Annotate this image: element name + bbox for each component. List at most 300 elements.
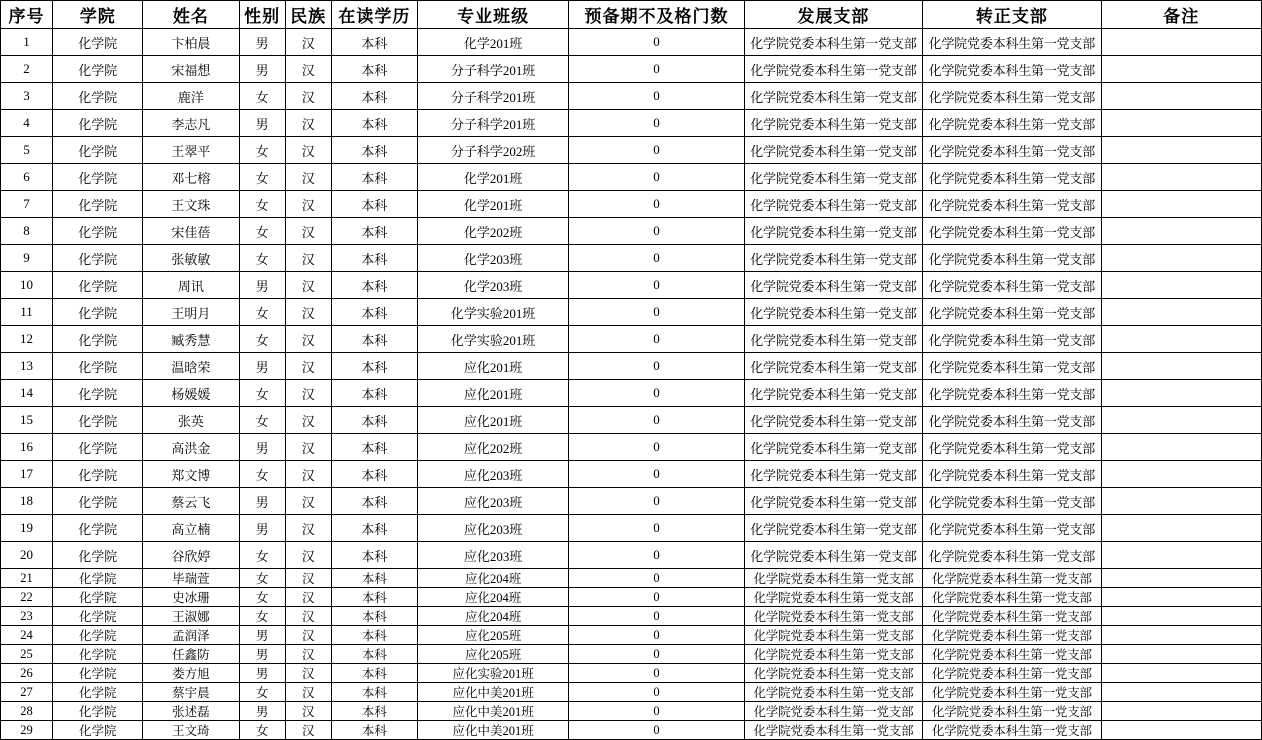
cell-remark <box>1101 515 1261 542</box>
cell-gender: 女 <box>239 461 285 488</box>
cell-failed-courses: 0 <box>569 515 744 542</box>
cell-college: 化学院 <box>53 407 143 434</box>
cell-gender: 女 <box>239 683 285 702</box>
cell-name: 臧秀慧 <box>143 326 239 353</box>
cell-conv-branch: 化学院党委本科生第一党支部 <box>923 407 1101 434</box>
cell-conv-branch: 化学院党委本科生第一党支部 <box>923 56 1101 83</box>
cell-index: 11 <box>1 299 53 326</box>
cell-index: 4 <box>1 110 53 137</box>
column-header-class: 专业班级 <box>417 1 568 29</box>
cell-class: 化学203班 <box>417 245 568 272</box>
cell-gender: 女 <box>239 326 285 353</box>
table-row <box>1 461 1262 488</box>
cell-remark <box>1101 299 1261 326</box>
cell-name: 宋福想 <box>143 56 239 83</box>
cell-education: 本科 <box>331 29 417 56</box>
cell-index: 29 <box>1 721 53 740</box>
cell-name: 王翠平 <box>143 137 239 164</box>
cell-failed-courses: 0 <box>569 191 744 218</box>
cell-ethnicity: 汉 <box>285 218 331 245</box>
column-header-failed-courses: 预备期不及格门数 <box>569 1 744 29</box>
cell-ethnicity: 汉 <box>285 515 331 542</box>
cell-conv-branch: 化学院党委本科生第一党支部 <box>923 110 1101 137</box>
cell-conv-branch: 化学院党委本科生第一党支部 <box>923 488 1101 515</box>
cell-conv-branch: 化学院党委本科生第一党支部 <box>923 721 1101 740</box>
cell-education: 本科 <box>331 272 417 299</box>
cell-remark <box>1101 191 1261 218</box>
cell-education: 本科 <box>331 488 417 515</box>
cell-index: 10 <box>1 272 53 299</box>
cell-remark <box>1101 434 1261 461</box>
cell-education: 本科 <box>331 664 417 683</box>
cell-name: 宋佳蓓 <box>143 218 239 245</box>
cell-ethnicity: 汉 <box>285 272 331 299</box>
cell-conv-branch: 化学院党委本科生第一党支部 <box>923 588 1101 607</box>
cell-ethnicity: 汉 <box>285 683 331 702</box>
cell-class: 应化中美201班 <box>417 721 568 740</box>
cell-dev-branch: 化学院党委本科生第一党支部 <box>744 588 922 607</box>
cell-education: 本科 <box>331 380 417 407</box>
cell-college: 化学院 <box>53 434 143 461</box>
table-row <box>1 515 1262 542</box>
cell-remark <box>1101 702 1261 721</box>
cell-gender: 女 <box>239 218 285 245</box>
cell-education: 本科 <box>331 542 417 569</box>
cell-ethnicity: 汉 <box>285 569 331 588</box>
cell-education: 本科 <box>331 299 417 326</box>
cell-conv-branch: 化学院党委本科生第一党支部 <box>923 683 1101 702</box>
cell-remark <box>1101 607 1261 626</box>
cell-remark <box>1101 110 1261 137</box>
cell-college: 化学院 <box>53 56 143 83</box>
cell-failed-courses: 0 <box>569 588 744 607</box>
cell-college: 化学院 <box>53 607 143 626</box>
cell-name: 高立楠 <box>143 515 239 542</box>
cell-college: 化学院 <box>53 137 143 164</box>
cell-college: 化学院 <box>53 110 143 137</box>
cell-remark <box>1101 56 1261 83</box>
cell-conv-branch: 化学院党委本科生第一党支部 <box>923 380 1101 407</box>
cell-failed-courses: 0 <box>569 56 744 83</box>
table-body <box>1 29 1262 740</box>
table-row <box>1 607 1262 626</box>
cell-college: 化学院 <box>53 326 143 353</box>
cell-education: 本科 <box>331 434 417 461</box>
cell-failed-courses: 0 <box>569 683 744 702</box>
cell-index: 21 <box>1 569 53 588</box>
cell-ethnicity: 汉 <box>285 29 331 56</box>
cell-remark <box>1101 29 1261 56</box>
cell-conv-branch: 化学院党委本科生第一党支部 <box>923 461 1101 488</box>
cell-class: 应化203班 <box>417 515 568 542</box>
cell-class: 应化204班 <box>417 569 568 588</box>
cell-class: 应化中美201班 <box>417 683 568 702</box>
cell-remark <box>1101 218 1261 245</box>
table-row <box>1 326 1262 353</box>
cell-education: 本科 <box>331 721 417 740</box>
cell-gender: 女 <box>239 607 285 626</box>
cell-gender: 女 <box>239 542 285 569</box>
cell-failed-courses: 0 <box>569 83 744 110</box>
cell-index: 3 <box>1 83 53 110</box>
cell-dev-branch: 化学院党委本科生第一党支部 <box>744 607 922 626</box>
cell-gender: 女 <box>239 83 285 110</box>
table-row <box>1 164 1262 191</box>
cell-index: 19 <box>1 515 53 542</box>
table-row <box>1 29 1262 56</box>
cell-name: 邓七榕 <box>143 164 239 191</box>
cell-gender: 男 <box>239 515 285 542</box>
cell-failed-courses: 0 <box>569 645 744 664</box>
cell-index: 6 <box>1 164 53 191</box>
cell-remark <box>1101 83 1261 110</box>
cell-dev-branch: 化学院党委本科生第一党支部 <box>744 164 922 191</box>
cell-index: 16 <box>1 434 53 461</box>
cell-index: 12 <box>1 326 53 353</box>
cell-class: 应化201班 <box>417 380 568 407</box>
cell-dev-branch: 化学院党委本科生第一党支部 <box>744 434 922 461</box>
cell-name: 高洪金 <box>143 434 239 461</box>
cell-gender: 女 <box>239 588 285 607</box>
cell-index: 14 <box>1 380 53 407</box>
cell-education: 本科 <box>331 407 417 434</box>
cell-ethnicity: 汉 <box>285 645 331 664</box>
cell-failed-courses: 0 <box>569 218 744 245</box>
cell-remark <box>1101 137 1261 164</box>
cell-remark <box>1101 626 1261 645</box>
cell-class: 应化205班 <box>417 626 568 645</box>
cell-name: 周讯 <box>143 272 239 299</box>
cell-conv-branch: 化学院党委本科生第一党支部 <box>923 434 1101 461</box>
cell-name: 张敏敏 <box>143 245 239 272</box>
cell-education: 本科 <box>331 702 417 721</box>
cell-index: 18 <box>1 488 53 515</box>
cell-class: 化学实验201班 <box>417 326 568 353</box>
cell-college: 化学院 <box>53 299 143 326</box>
cell-college: 化学院 <box>53 488 143 515</box>
cell-name: 蔡云飞 <box>143 488 239 515</box>
cell-college: 化学院 <box>53 645 143 664</box>
cell-index: 22 <box>1 588 53 607</box>
cell-remark <box>1101 272 1261 299</box>
cell-college: 化学院 <box>53 272 143 299</box>
cell-name: 娄方旭 <box>143 664 239 683</box>
cell-failed-courses: 0 <box>569 29 744 56</box>
cell-ethnicity: 汉 <box>285 664 331 683</box>
cell-gender: 男 <box>239 110 285 137</box>
cell-education: 本科 <box>331 137 417 164</box>
column-header-name: 姓名 <box>143 1 239 29</box>
table-row <box>1 191 1262 218</box>
cell-gender: 男 <box>239 702 285 721</box>
cell-failed-courses: 0 <box>569 664 744 683</box>
table-row <box>1 137 1262 164</box>
cell-conv-branch: 化学院党委本科生第一党支部 <box>923 191 1101 218</box>
cell-ethnicity: 汉 <box>285 164 331 191</box>
cell-remark <box>1101 542 1261 569</box>
cell-college: 化学院 <box>53 461 143 488</box>
cell-index: 2 <box>1 56 53 83</box>
table-row <box>1 56 1262 83</box>
cell-ethnicity: 汉 <box>285 245 331 272</box>
cell-failed-courses: 0 <box>569 353 744 380</box>
cell-college: 化学院 <box>53 83 143 110</box>
cell-name: 杨媛媛 <box>143 380 239 407</box>
cell-remark <box>1101 721 1261 740</box>
table-header <box>1 1 1262 29</box>
cell-failed-courses: 0 <box>569 164 744 191</box>
cell-gender: 女 <box>239 380 285 407</box>
cell-failed-courses: 0 <box>569 407 744 434</box>
cell-class: 应化201班 <box>417 407 568 434</box>
cell-dev-branch: 化学院党委本科生第一党支部 <box>744 569 922 588</box>
column-header-conv-branch: 转正支部 <box>923 1 1101 29</box>
cell-class: 应化实验201班 <box>417 664 568 683</box>
cell-dev-branch: 化学院党委本科生第一党支部 <box>744 110 922 137</box>
cell-failed-courses: 0 <box>569 488 744 515</box>
cell-class: 应化204班 <box>417 588 568 607</box>
cell-conv-branch: 化学院党委本科生第一党支部 <box>923 29 1101 56</box>
cell-remark <box>1101 683 1261 702</box>
cell-index: 25 <box>1 645 53 664</box>
cell-conv-branch: 化学院党委本科生第一党支部 <box>923 607 1101 626</box>
cell-college: 化学院 <box>53 542 143 569</box>
cell-gender: 女 <box>239 245 285 272</box>
cell-gender: 女 <box>239 164 285 191</box>
cell-gender: 女 <box>239 299 285 326</box>
column-header-ethnicity: 民族 <box>285 1 331 29</box>
cell-dev-branch: 化学院党委本科生第一党支部 <box>744 245 922 272</box>
cell-remark <box>1101 664 1261 683</box>
cell-name: 蔡宇晨 <box>143 683 239 702</box>
table-row <box>1 702 1262 721</box>
cell-remark <box>1101 645 1261 664</box>
cell-name: 张英 <box>143 407 239 434</box>
cell-index: 20 <box>1 542 53 569</box>
table-row <box>1 245 1262 272</box>
cell-ethnicity: 汉 <box>285 542 331 569</box>
cell-index: 13 <box>1 353 53 380</box>
cell-conv-branch: 化学院党委本科生第一党支部 <box>923 542 1101 569</box>
cell-ethnicity: 汉 <box>285 83 331 110</box>
cell-college: 化学院 <box>53 191 143 218</box>
cell-education: 本科 <box>331 353 417 380</box>
table-row <box>1 645 1262 664</box>
cell-name: 王淑娜 <box>143 607 239 626</box>
table-row <box>1 353 1262 380</box>
cell-ethnicity: 汉 <box>285 721 331 740</box>
cell-class: 应化202班 <box>417 434 568 461</box>
cell-class: 分子科学202班 <box>417 137 568 164</box>
cell-ethnicity: 汉 <box>285 461 331 488</box>
cell-name: 李志凡 <box>143 110 239 137</box>
cell-failed-courses: 0 <box>569 110 744 137</box>
cell-dev-branch: 化学院党委本科生第一党支部 <box>744 56 922 83</box>
cell-gender: 男 <box>239 626 285 645</box>
cell-dev-branch: 化学院党委本科生第一党支部 <box>744 380 922 407</box>
column-header-dev-branch: 发展支部 <box>744 1 922 29</box>
cell-dev-branch: 化学院党委本科生第一党支部 <box>744 191 922 218</box>
cell-ethnicity: 汉 <box>285 607 331 626</box>
cell-conv-branch: 化学院党委本科生第一党支部 <box>923 515 1101 542</box>
column-header-gender: 性别 <box>239 1 285 29</box>
column-header-remark: 备注 <box>1101 1 1261 29</box>
table-row <box>1 588 1262 607</box>
cell-conv-branch: 化学院党委本科生第一党支部 <box>923 353 1101 380</box>
cell-class: 应化201班 <box>417 353 568 380</box>
cell-index: 26 <box>1 664 53 683</box>
cell-name: 毕瑞萱 <box>143 569 239 588</box>
cell-failed-courses: 0 <box>569 626 744 645</box>
cell-dev-branch: 化学院党委本科生第一党支部 <box>744 664 922 683</box>
cell-remark <box>1101 588 1261 607</box>
cell-class: 应化205班 <box>417 645 568 664</box>
cell-gender: 女 <box>239 721 285 740</box>
cell-name: 孟润泽 <box>143 626 239 645</box>
cell-dev-branch: 化学院党委本科生第一党支部 <box>744 645 922 664</box>
cell-education: 本科 <box>331 607 417 626</box>
cell-class: 应化204班 <box>417 607 568 626</box>
cell-index: 17 <box>1 461 53 488</box>
cell-index: 23 <box>1 607 53 626</box>
cell-college: 化学院 <box>53 626 143 645</box>
cell-education: 本科 <box>331 56 417 83</box>
cell-name: 史冰珊 <box>143 588 239 607</box>
cell-class: 应化203班 <box>417 461 568 488</box>
cell-conv-branch: 化学院党委本科生第一党支部 <box>923 326 1101 353</box>
cell-ethnicity: 汉 <box>285 191 331 218</box>
cell-education: 本科 <box>331 569 417 588</box>
cell-conv-branch: 化学院党委本科生第一党支部 <box>923 626 1101 645</box>
cell-index: 15 <box>1 407 53 434</box>
cell-college: 化学院 <box>53 164 143 191</box>
cell-dev-branch: 化学院党委本科生第一党支部 <box>744 515 922 542</box>
cell-dev-branch: 化学院党委本科生第一党支部 <box>744 29 922 56</box>
cell-dev-branch: 化学院党委本科生第一党支部 <box>744 407 922 434</box>
cell-name: 卞柏晨 <box>143 29 239 56</box>
cell-class: 化学实验201班 <box>417 299 568 326</box>
table-row <box>1 299 1262 326</box>
table-row <box>1 626 1262 645</box>
cell-name: 温晗荣 <box>143 353 239 380</box>
cell-gender: 女 <box>239 191 285 218</box>
cell-gender: 女 <box>239 407 285 434</box>
cell-index: 27 <box>1 683 53 702</box>
cell-remark <box>1101 461 1261 488</box>
cell-education: 本科 <box>331 164 417 191</box>
cell-conv-branch: 化学院党委本科生第一党支部 <box>923 702 1101 721</box>
cell-gender: 男 <box>239 645 285 664</box>
cell-failed-courses: 0 <box>569 326 744 353</box>
cell-failed-courses: 0 <box>569 245 744 272</box>
cell-college: 化学院 <box>53 245 143 272</box>
cell-education: 本科 <box>331 515 417 542</box>
cell-college: 化学院 <box>53 588 143 607</box>
cell-class: 化学201班 <box>417 164 568 191</box>
cell-ethnicity: 汉 <box>285 434 331 461</box>
cell-dev-branch: 化学院党委本科生第一党支部 <box>744 353 922 380</box>
cell-dev-branch: 化学院党委本科生第一党支部 <box>744 721 922 740</box>
cell-dev-branch: 化学院党委本科生第一党支部 <box>744 542 922 569</box>
table-row <box>1 218 1262 245</box>
cell-failed-courses: 0 <box>569 434 744 461</box>
cell-gender: 女 <box>239 569 285 588</box>
cell-class: 化学203班 <box>417 272 568 299</box>
cell-education: 本科 <box>331 245 417 272</box>
table-row <box>1 664 1262 683</box>
cell-name: 鹿洋 <box>143 83 239 110</box>
cell-education: 本科 <box>331 461 417 488</box>
cell-name: 张述磊 <box>143 702 239 721</box>
cell-class: 化学201班 <box>417 29 568 56</box>
table-row <box>1 110 1262 137</box>
cell-class: 分子科学201班 <box>417 110 568 137</box>
cell-remark <box>1101 488 1261 515</box>
column-header-education: 在读学历 <box>331 1 417 29</box>
cell-dev-branch: 化学院党委本科生第一党支部 <box>744 683 922 702</box>
cell-index: 8 <box>1 218 53 245</box>
cell-index: 24 <box>1 626 53 645</box>
cell-index: 7 <box>1 191 53 218</box>
column-header-college: 学院 <box>53 1 143 29</box>
cell-failed-courses: 0 <box>569 272 744 299</box>
cell-name: 王明月 <box>143 299 239 326</box>
cell-index: 1 <box>1 29 53 56</box>
cell-remark <box>1101 164 1261 191</box>
cell-dev-branch: 化学院党委本科生第一党支部 <box>744 326 922 353</box>
cell-conv-branch: 化学院党委本科生第一党支部 <box>923 299 1101 326</box>
cell-ethnicity: 汉 <box>285 326 331 353</box>
table-row <box>1 721 1262 740</box>
cell-remark <box>1101 380 1261 407</box>
cell-class: 分子科学201班 <box>417 56 568 83</box>
cell-dev-branch: 化学院党委本科生第一党支部 <box>744 702 922 721</box>
cell-conv-branch: 化学院党委本科生第一党支部 <box>923 83 1101 110</box>
cell-conv-branch: 化学院党委本科生第一党支部 <box>923 664 1101 683</box>
cell-gender: 男 <box>239 434 285 461</box>
cell-name: 王文琦 <box>143 721 239 740</box>
cell-dev-branch: 化学院党委本科生第一党支部 <box>744 272 922 299</box>
table-row <box>1 569 1262 588</box>
cell-ethnicity: 汉 <box>285 407 331 434</box>
cell-ethnicity: 汉 <box>285 137 331 164</box>
table-row <box>1 488 1262 515</box>
cell-remark <box>1101 569 1261 588</box>
cell-failed-courses: 0 <box>569 299 744 326</box>
column-header-index: 序号 <box>1 1 53 29</box>
cell-name: 郑文博 <box>143 461 239 488</box>
cell-ethnicity: 汉 <box>285 353 331 380</box>
cell-remark <box>1101 407 1261 434</box>
cell-conv-branch: 化学院党委本科生第一党支部 <box>923 645 1101 664</box>
cell-conv-branch: 化学院党委本科生第一党支部 <box>923 272 1101 299</box>
cell-failed-courses: 0 <box>569 461 744 488</box>
cell-college: 化学院 <box>53 664 143 683</box>
cell-class: 应化203班 <box>417 488 568 515</box>
cell-education: 本科 <box>331 191 417 218</box>
cell-education: 本科 <box>331 83 417 110</box>
cell-college: 化学院 <box>53 515 143 542</box>
cell-class: 分子科学201班 <box>417 83 568 110</box>
table-row <box>1 542 1262 569</box>
cell-class: 化学202班 <box>417 218 568 245</box>
cell-education: 本科 <box>331 645 417 664</box>
cell-college: 化学院 <box>53 569 143 588</box>
cell-conv-branch: 化学院党委本科生第一党支部 <box>923 164 1101 191</box>
cell-failed-courses: 0 <box>569 380 744 407</box>
cell-ethnicity: 汉 <box>285 702 331 721</box>
cell-gender: 男 <box>239 353 285 380</box>
